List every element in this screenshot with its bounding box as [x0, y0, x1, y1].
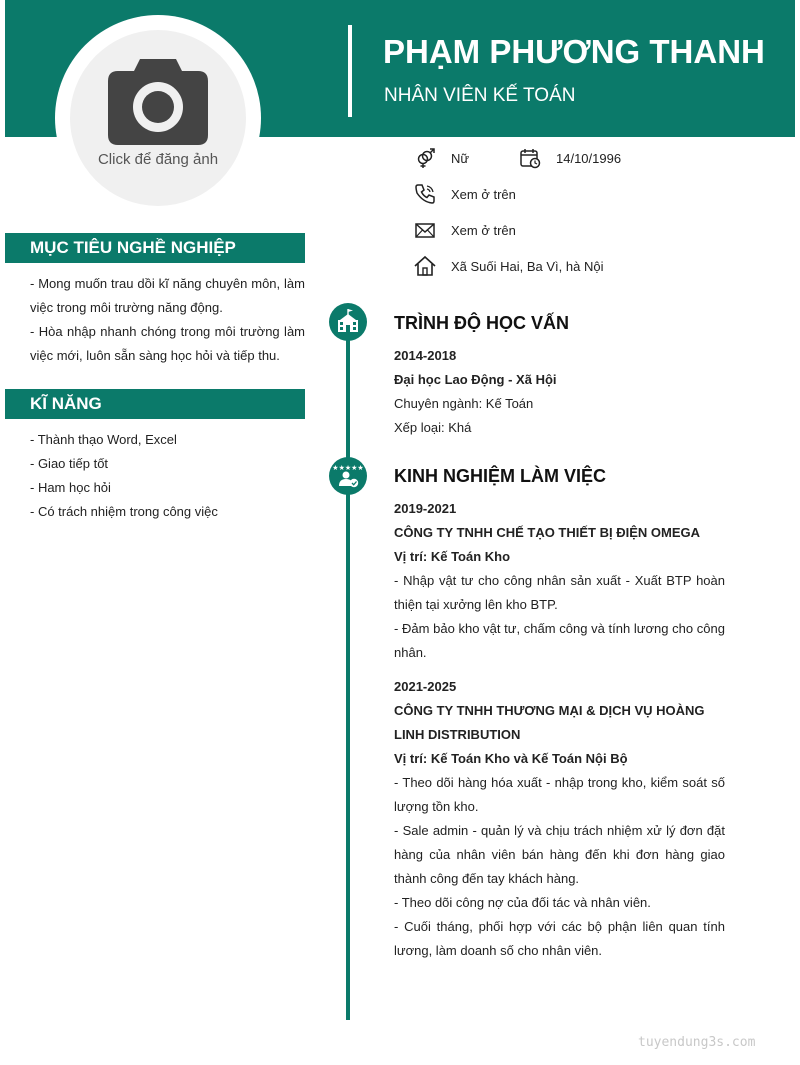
avatar-caption[interactable]: Click để đăng ảnh: [97, 151, 219, 168]
objective-line: - Hòa nhập nhanh chóng trong môi trường làm việc mới, luôn sẵn sàng học hỏi và tiếp thu.: [30, 324, 305, 363]
gender-icon: [414, 147, 436, 169]
skill-item: - Giao tiếp tốt: [30, 456, 109, 471]
job-duty: - Đảm bảo kho vật tư, chấm công và tính lương cho công nhân.: [394, 621, 725, 660]
camera-icon[interactable]: [106, 55, 210, 147]
employee-rating-icon: [329, 457, 367, 495]
svg-text:★★★★★: ★★★★★: [332, 464, 364, 472]
job-period: 2019-2021: [394, 501, 457, 516]
candidate-name: PHẠM PHƯƠNG THANH: [383, 33, 765, 70]
school-icon: [329, 303, 367, 341]
experience-job: [394, 675, 725, 963]
experience-marker: [329, 457, 367, 495]
job-duty: - Nhập vật tư cho công nhân sản xuất - Xuất BTP hoàn thiện tại xưởng lên kho BTP.: [394, 573, 725, 612]
job-period: 2021-2025: [394, 679, 457, 694]
skill-item: - Ham học hỏi: [30, 480, 111, 495]
objective-text: [30, 272, 305, 368]
job-company: CÔNG TY TNHH THƯƠNG MẠI & DỊCH VỤ HOÀNG LINH DISTRIBUTION: [394, 703, 705, 742]
phone-icon: [414, 183, 436, 205]
experience-heading: KINH NGHIỆM LÀM VIỆC: [394, 466, 607, 486]
job-duty: - Theo dõi hàng hóa xuất - nhập trong kho, kiểm soát số lượng tồn kho.: [394, 775, 725, 814]
birthday-value: 14/10/1996: [556, 151, 622, 166]
education-block: [394, 344, 725, 440]
education-marker: [329, 303, 367, 341]
experience-job: [394, 497, 725, 665]
objective-line: - Mong muốn trau dồi kĩ năng chuyên môn, làm việc trong môi trường năng động.: [30, 276, 305, 315]
email-icon: [414, 219, 436, 241]
education-grade: Xếp loại: Khá: [394, 420, 472, 435]
job-company: CÔNG TY TNHH CHẾ TẠO THIẾT BỊ ĐIỆN OMEGA: [394, 525, 700, 540]
education-heading: TRÌNH ĐỘ HỌC VẤN: [394, 313, 569, 333]
job-position: Vị trí: Kế Toán Kho và Kế Toán Nội Bộ: [394, 751, 628, 766]
skill-item: - Thành thạo Word, Excel: [30, 432, 177, 447]
address-value: Xã Suối Hai, Ba Vì, hà Nội: [451, 259, 604, 274]
job-position: Vị trí: Kế Toán Kho: [394, 549, 511, 564]
skills-heading: KĨ NĂNG: [5, 389, 305, 419]
home-icon: [414, 255, 436, 277]
job-duty: - Sale admin - quản lý và chịu trách nhiệm xử lý đơn đặt hàng của nhân viên bán hàng đến khi đơn hàng giao thành công đến tay khách hàng.: [394, 823, 725, 886]
phone-value[interactable]: Xem ở trên: [451, 187, 516, 202]
education-school: Đại học Lao Động - Xã Hội: [394, 372, 557, 387]
skill-item: - Có trách nhiệm trong công việc: [30, 504, 218, 519]
job-duty: - Theo dõi công nợ của đối tác và nhân viên.: [394, 895, 651, 910]
education-major: Chuyên ngành: Kế Toán: [394, 396, 534, 411]
header-divider: [348, 25, 352, 117]
watermark: tuyendung3s.com: [638, 1035, 756, 1050]
calendar-icon: [519, 147, 541, 169]
skills-list: [30, 428, 305, 524]
job-duty: - Cuối tháng, phối hợp với các bộ phận liên quan tính lương, làm doanh số cho nhân viên.: [394, 919, 725, 958]
candidate-job-title: NHÂN VIÊN KẾ TOÁN: [384, 85, 576, 106]
objective-heading: MỤC TIÊU NGHỀ NGHIỆP: [5, 233, 305, 263]
education-period: 2014-2018: [394, 348, 457, 363]
email-value[interactable]: Xem ở trên: [451, 223, 516, 238]
gender-value: Nữ: [451, 151, 470, 166]
timeline-line: [346, 305, 350, 1020]
